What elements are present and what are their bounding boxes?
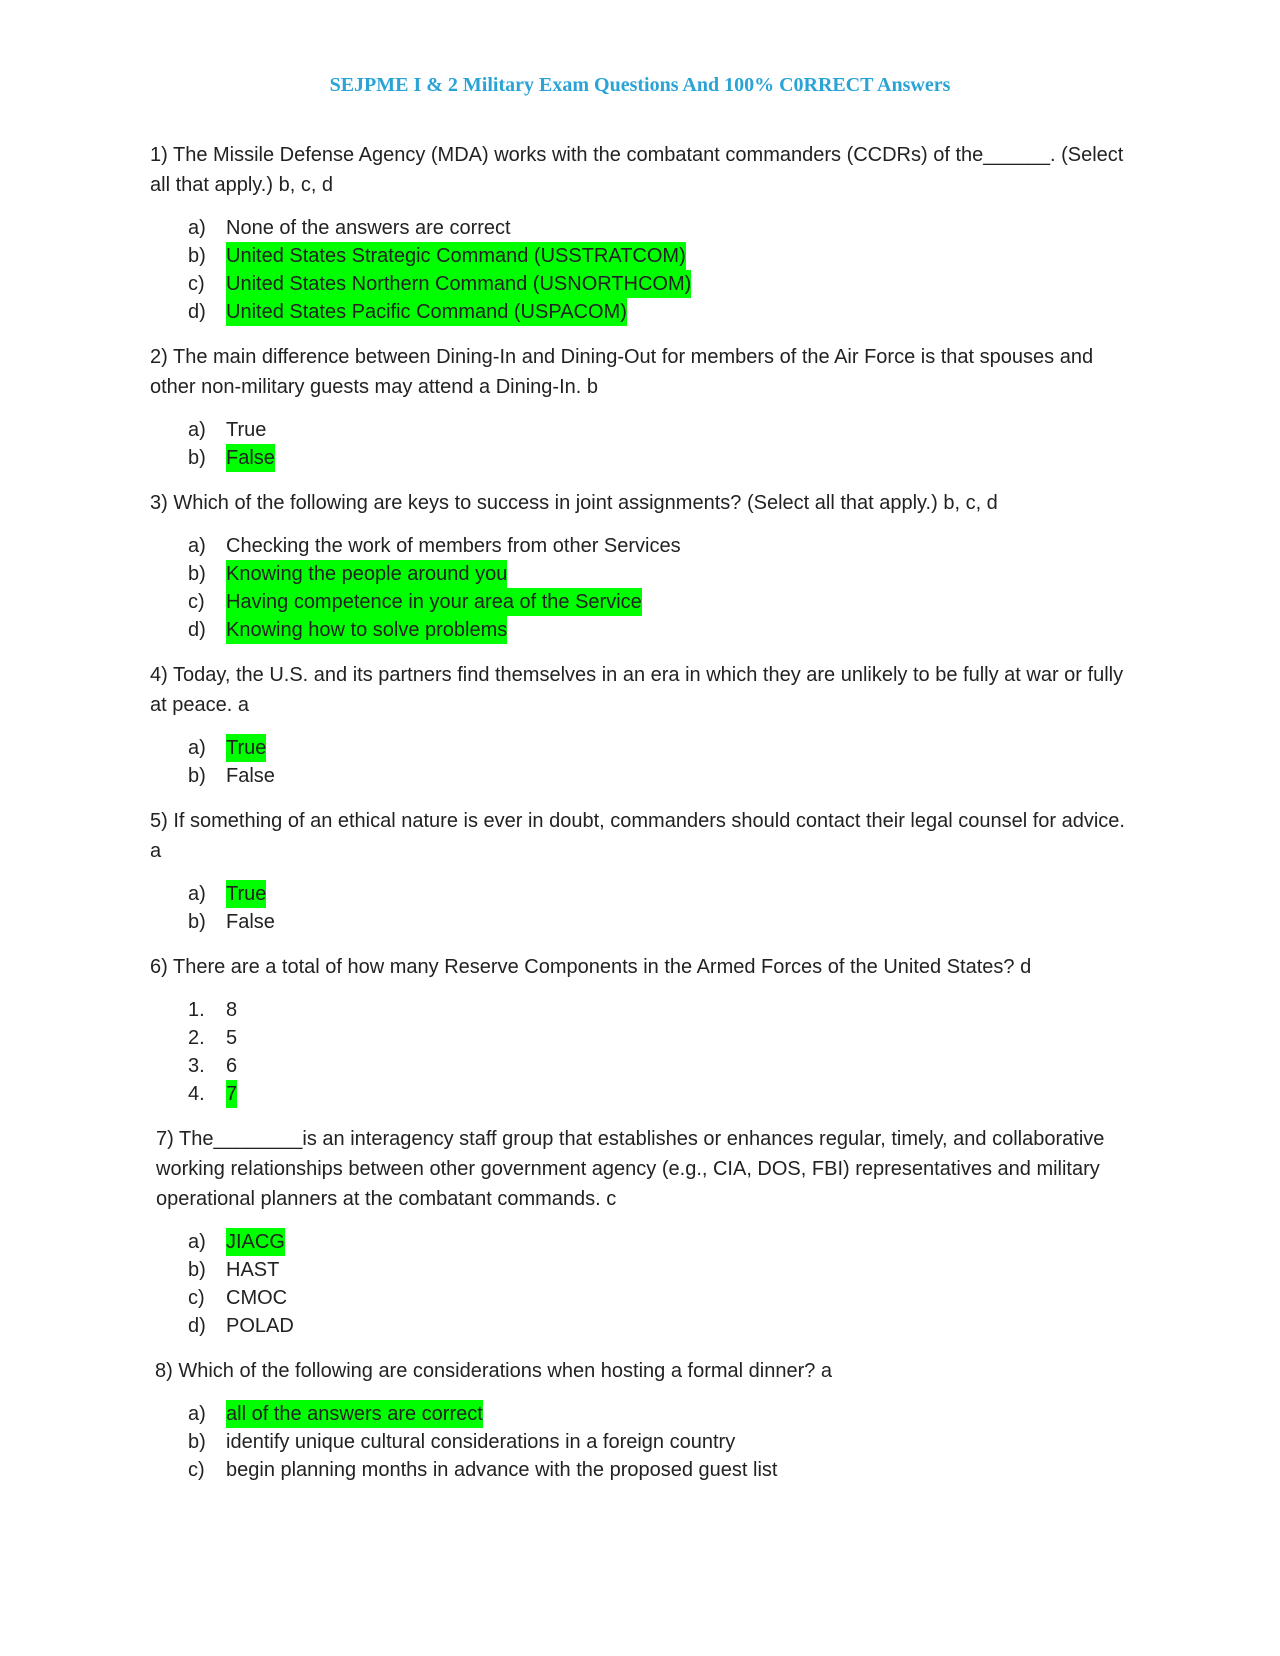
option-text-highlighted: United States Strategic Command (USSTRATCOM) <box>226 242 686 270</box>
option-marker: d) <box>188 1315 206 1337</box>
option-marker: b) <box>188 911 206 933</box>
question-5-text: 5) If something of an ethical nature is ever in doubt, commanders should contact their legal counsel for advice. a <box>150 810 1125 862</box>
option-text-highlighted: True <box>226 880 266 908</box>
question-6-text: 6) There are a total of how many Reserve Components in the Armed Forces of the United States? d <box>150 956 1032 978</box>
option-text: identify unique cultural considerations in a foreign country <box>226 1431 736 1453</box>
option-text: begin planning months in advance with the proposed guest list <box>226 1459 778 1481</box>
option-text-highlighted: Knowing the people around you <box>226 560 507 588</box>
question-7-options <box>150 1228 1130 1340</box>
question-2-options <box>150 416 1130 472</box>
option-correct <box>188 1400 1130 1428</box>
option-text: 6 <box>226 1055 238 1077</box>
option-correct <box>188 1228 1130 1256</box>
option-marker: c) <box>188 591 205 613</box>
option-text: True <box>226 419 267 441</box>
option <box>188 1052 1130 1080</box>
option-text: False <box>226 765 275 787</box>
option-text: CMOC <box>226 1287 288 1309</box>
option-marker: a) <box>188 419 206 441</box>
option-correct <box>188 880 1130 908</box>
option-text: HAST <box>226 1259 280 1281</box>
question-1-text: 1) The Missile Defense Agency (MDA) works with the combatant commanders (CCDRs) of the______. (Select all that apply.) b, c, d <box>150 144 1124 196</box>
option-text-highlighted: United States Pacific Command (USPACOM) <box>226 298 627 326</box>
option-marker: c) <box>188 1459 205 1481</box>
option-text: 5 <box>226 1027 238 1049</box>
option-marker: b) <box>188 563 206 585</box>
option-marker: b) <box>188 1431 206 1453</box>
option <box>188 762 1130 790</box>
option-marker: c) <box>188 273 205 295</box>
question-2-text: 2) The main difference between Dining-In and Dining-Out for members of the Air Force is that spouses and other non-military guests may attend a Dining-In. b <box>150 346 1094 398</box>
option <box>188 214 1130 242</box>
option-text: Checking the work of members from other Services <box>226 535 681 557</box>
question-8-options <box>150 1400 1130 1484</box>
option-text-highlighted: False <box>226 444 275 472</box>
option-correct <box>188 560 1130 588</box>
question-8-text: 8) Which of the following are considerations when hosting a formal dinner? a <box>155 1360 833 1382</box>
option-correct <box>188 444 1130 472</box>
option-correct <box>188 242 1130 270</box>
option-text-highlighted: JIACG <box>226 1228 285 1256</box>
option-marker: d) <box>188 301 206 323</box>
option <box>188 908 1130 936</box>
question-7-text: 7) The________is an interagency staff group that establishes or enhances regular, timely, and collaborative working relationships between other government agency (e.g., CIA, DOS, FBI) representatives and military operational planners at the combatant commands. c <box>156 1128 1105 1210</box>
question-4-text: 4) Today, the U.S. and its partners find themselves in an era in which they are unlikely to be fully at war or fully at peace. a <box>150 664 1124 716</box>
option <box>188 1428 1130 1456</box>
option-text-highlighted: all of the answers are correct <box>226 1400 483 1428</box>
option <box>188 1284 1130 1312</box>
question-4-options <box>150 734 1130 790</box>
option-correct <box>188 734 1130 762</box>
option <box>188 1312 1130 1340</box>
question-6-options <box>150 996 1130 1108</box>
option-marker: a) <box>188 737 206 759</box>
option-marker: a) <box>188 1231 206 1253</box>
option <box>188 416 1130 444</box>
option-marker: a) <box>188 1403 206 1425</box>
option-text-highlighted: Having competence in your area of the Service <box>226 588 642 616</box>
option <box>188 532 1130 560</box>
question-3-text: 3) Which of the following are keys to success in joint assignments? (Select all that apply.) b, c, d <box>150 492 998 514</box>
option-correct <box>188 298 1130 326</box>
question-5-options <box>150 880 1130 936</box>
option <box>188 1456 1130 1484</box>
option <box>188 996 1130 1024</box>
option-marker: 2. <box>188 1027 205 1049</box>
option-marker: a) <box>188 217 206 239</box>
question-3-options <box>150 532 1130 644</box>
option-marker: 1. <box>188 999 205 1021</box>
option-marker: c) <box>188 1287 205 1309</box>
question-1-options <box>150 214 1130 326</box>
option-text: None of the answers are correct <box>226 217 511 239</box>
option-marker: b) <box>188 765 206 787</box>
option <box>188 1024 1130 1052</box>
option-correct <box>188 588 1130 616</box>
option-text-highlighted: Knowing how to solve problems <box>226 616 507 644</box>
option-correct <box>188 1080 1130 1108</box>
option-correct <box>188 616 1130 644</box>
option-text: False <box>226 911 275 933</box>
document-title: SEJPME I & 2 Military Exam Questions And 100% C0RRECT Answers <box>329 74 951 96</box>
option-marker: b) <box>188 1259 206 1281</box>
option-marker: 4. <box>188 1083 205 1105</box>
option-text-highlighted: United States Northern Command (USNORTHCOM) <box>226 270 691 298</box>
option-text: 8 <box>226 999 238 1021</box>
option-marker: b) <box>188 447 206 469</box>
option-text-highlighted: True <box>226 734 266 762</box>
option-marker: a) <box>188 883 206 905</box>
option-marker: 3. <box>188 1055 205 1077</box>
option-text-highlighted: 7 <box>226 1080 237 1108</box>
question-list <box>150 140 1130 1500</box>
option-correct <box>188 270 1130 298</box>
option-marker: b) <box>188 245 206 267</box>
option-marker: a) <box>188 535 206 557</box>
option-text: POLAD <box>226 1315 294 1337</box>
option <box>188 1256 1130 1284</box>
option-marker: d) <box>188 619 206 641</box>
